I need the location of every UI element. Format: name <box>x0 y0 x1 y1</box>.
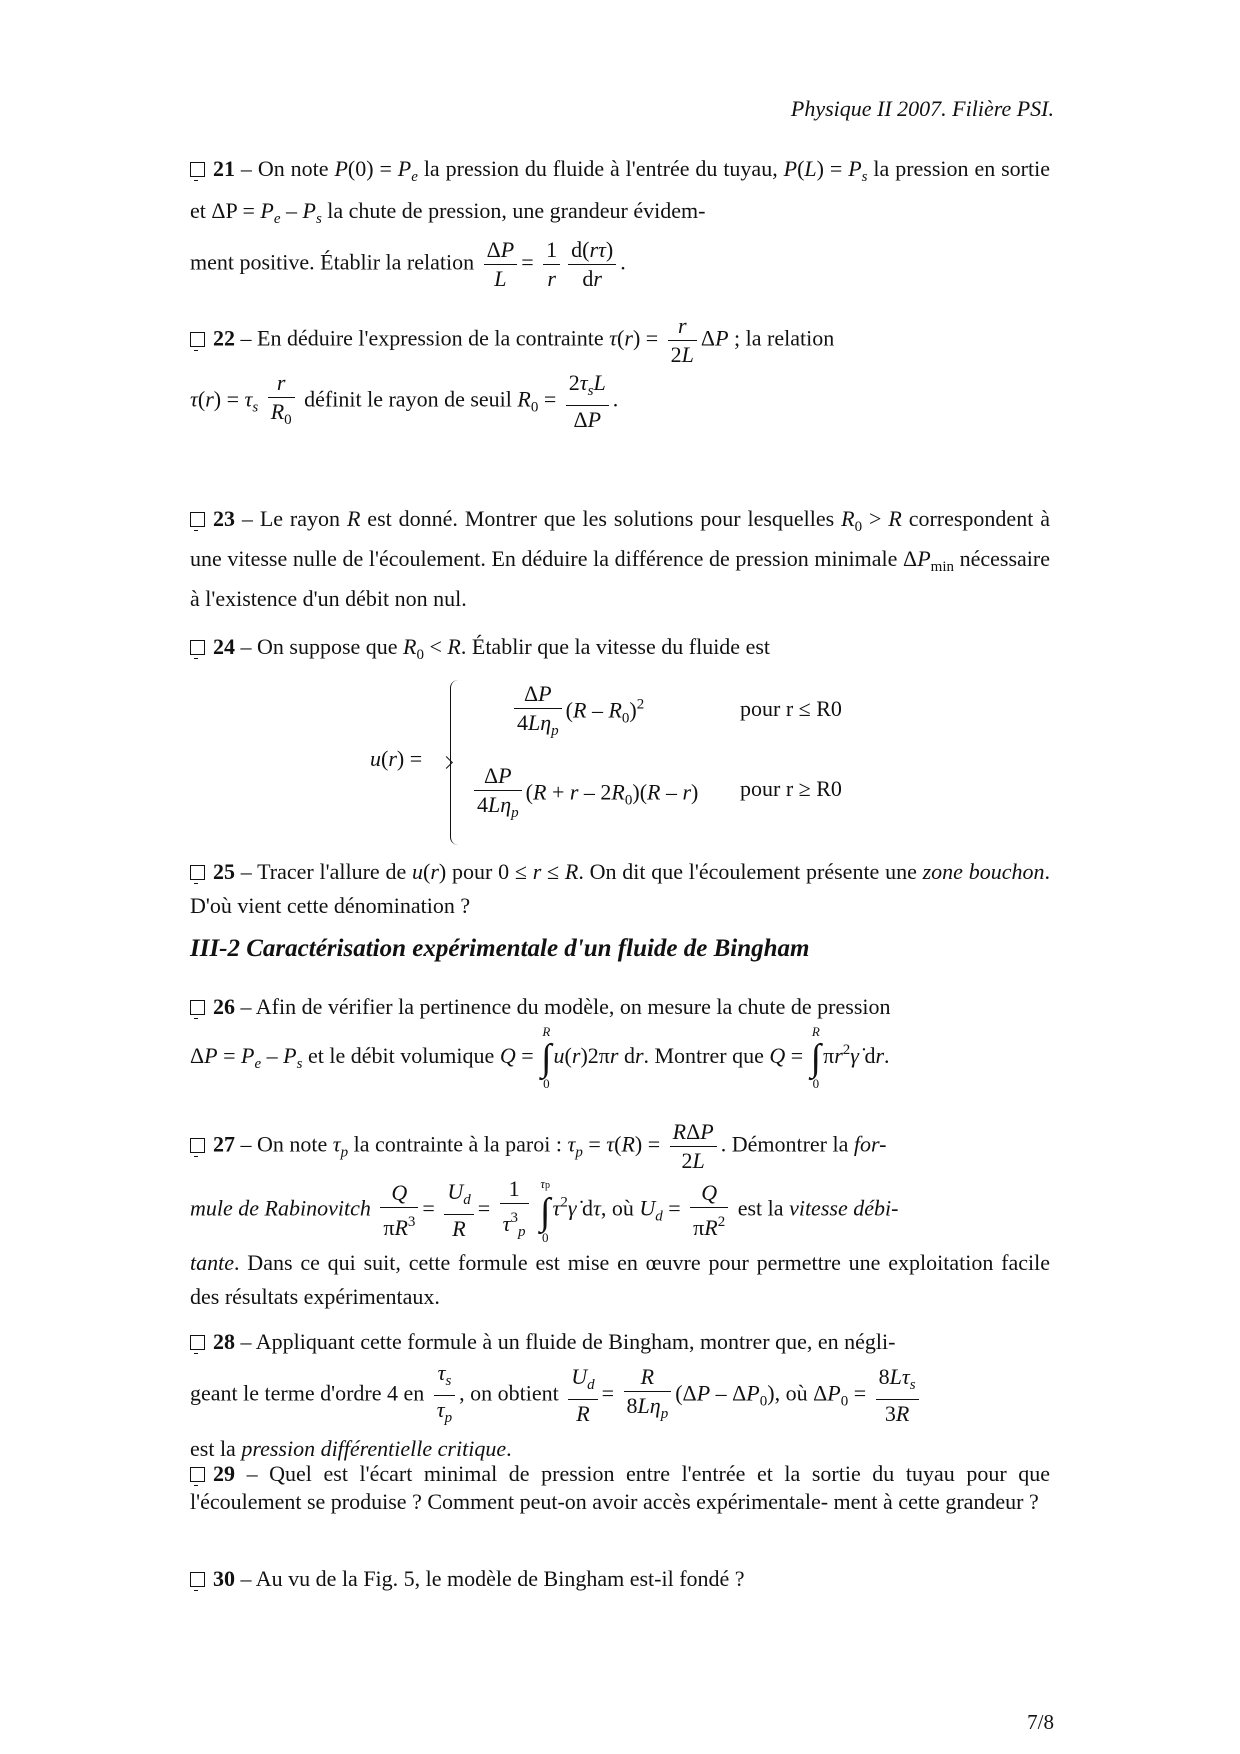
case2-condition: pour r ≥ R0 <box>740 776 842 801</box>
question-27: 27 – On note $\tau_p$ la contrainte à la paroi : $\tau_p = \tau(R)$ = $\frac{\text{RΔP}}{2L}$ . Démontrer la for- mule de Rabinovitch $\frac{Q}{\pi R^3}$ = $\frac{U_d}{R}$ = $\frac{1}{\tau^3_p}$ τp ∫ 0 $\tau^2\gammȧ$ dτ, où $U_d$ = $\frac{Q}{\pi R^2}$ est la vitesse débi- tante. Dans ce qui suit, cette formule est mise en œuvre pour permettre une exploitation facile des résultats expérimentaux. <box>190 1119 1050 1309</box>
checkbox-icon <box>190 1138 205 1153</box>
question-22: 22 – En déduire l'expression de la contrainte τ(r) = $\frac{r}{2L}$ ΔP ; la relation $\tau(r) = \tau_s$ $\frac{r}{R_0}$ définit le rayon de seuil $R_0$ = $\frac{2\tau_sL}{\Delta P}$ . <box>190 313 835 432</box>
checkbox-icon <box>190 332 205 347</box>
checkbox-icon <box>190 865 205 880</box>
question-number: 25 <box>213 859 235 884</box>
question-number: 24 <box>213 634 235 659</box>
question-number: 28 <box>213 1329 235 1354</box>
checkbox-icon <box>190 512 205 527</box>
question-24: 24 – On suppose que $R_0 < R$. Établir que la vitesse du fluide est <box>190 630 1050 672</box>
checkbox-icon <box>190 1335 205 1350</box>
brace-icon <box>450 680 471 845</box>
question-26: 26 – Afin de vérifier la pertinence du modèle, on mesure la chute de pression $\Delta P = P_e - P_s$ et le débit volumique Q = R ∫ 0 u(r)2πr dr. Montrer que Q = R ∫ 0 $\pi r^2\gammȧ$ dr. <box>190 994 891 1091</box>
question-number: 22 <box>213 325 235 351</box>
question-number: 23 <box>213 506 235 531</box>
checkbox-icon <box>190 1467 205 1482</box>
page-number: 7/8 <box>1027 1710 1054 1734</box>
case1-condition: pour r ≤ R0 <box>740 696 842 721</box>
question-21: 21 – On note $P(0) = P_e$ la pression du fluide à l'entrée du tuyau, $P(L) = P_s$ la pression en sortie et $\Delta P = P_e - P_s$ la chute de pression, une grandeur évidem- ment positive. Établir la relation $\frac{\Delta P}{L}$ = $\frac{1}{r}$ $\frac{d(r\tau)}{dr}$ . <box>190 156 1051 291</box>
checkbox-icon <box>190 640 205 655</box>
question-23: 23 – Le rayon R est donné. Montrer que les solutions pour lesquelles $R_0 > R$ correspondent à une vitesse nulle de l'écoulement. En déduire la différence de pression minimale $\Delta P_{min}$ nécessaire à l'existence d'un débit non nul. <box>190 506 1051 611</box>
checkbox-icon <box>190 1000 205 1015</box>
question-30: 30 – Au vu de la Fig. 5, le modèle de Bingham est-il fondé ? <box>190 1562 1050 1596</box>
question-25: 25 – Tracer l'allure de u(r) pour 0 ≤ r ≤ R. On dit que l'écoulement présente une zone bouchon. D'où vient cette dénomination ? <box>190 859 1050 918</box>
question-number: 29 <box>213 1461 235 1486</box>
checkbox-icon <box>190 162 205 177</box>
checkbox-icon <box>190 1572 205 1587</box>
page-header: Physique II 2007. Filière PSI. <box>790 96 1054 121</box>
section-title: III-2 Caractérisation expérimentale d'un fluide de Bingham <box>190 935 810 962</box>
question-number: 30 <box>213 1566 235 1591</box>
question-number: 27 <box>213 1131 235 1157</box>
velocity-equation: u(r) = $\frac{\Delta P}{4L\eta_p}$ $(R - R_0)^2$ pour r ≤ R0 $\frac{\Delta P}{4L\eta_p}$ $(R + r - 2R_0)(R - r)$ pour r ≥ R0 <box>370 680 890 845</box>
question-number: 26 <box>213 994 235 1019</box>
question-28: 28 – Appliquant cette formule à un fluide de Bingham, montrer que, en négli- geant le terme d'ordre 4 en $\frac{\tau_s}{\tau_p}$ , on obtient $\frac{U_d}{R}$ = $\frac{R}{8L\eta_p}$ $(\Delta P - \Delta P_0)$, où $\Delta P_0$ = $\frac{8L\tau_s}{3R}$ est la pression différentielle critique. <box>190 1325 1050 1466</box>
question-number: 21 <box>213 156 235 181</box>
question-29: 29 – Quel est l'écart minimal de pression entre l'entrée et la sortie du tuyau pour que l'écoulement se produise ? Comment peut-on avoir accès expérimentale- ment à cette grandeur ? <box>190 1461 1050 1514</box>
